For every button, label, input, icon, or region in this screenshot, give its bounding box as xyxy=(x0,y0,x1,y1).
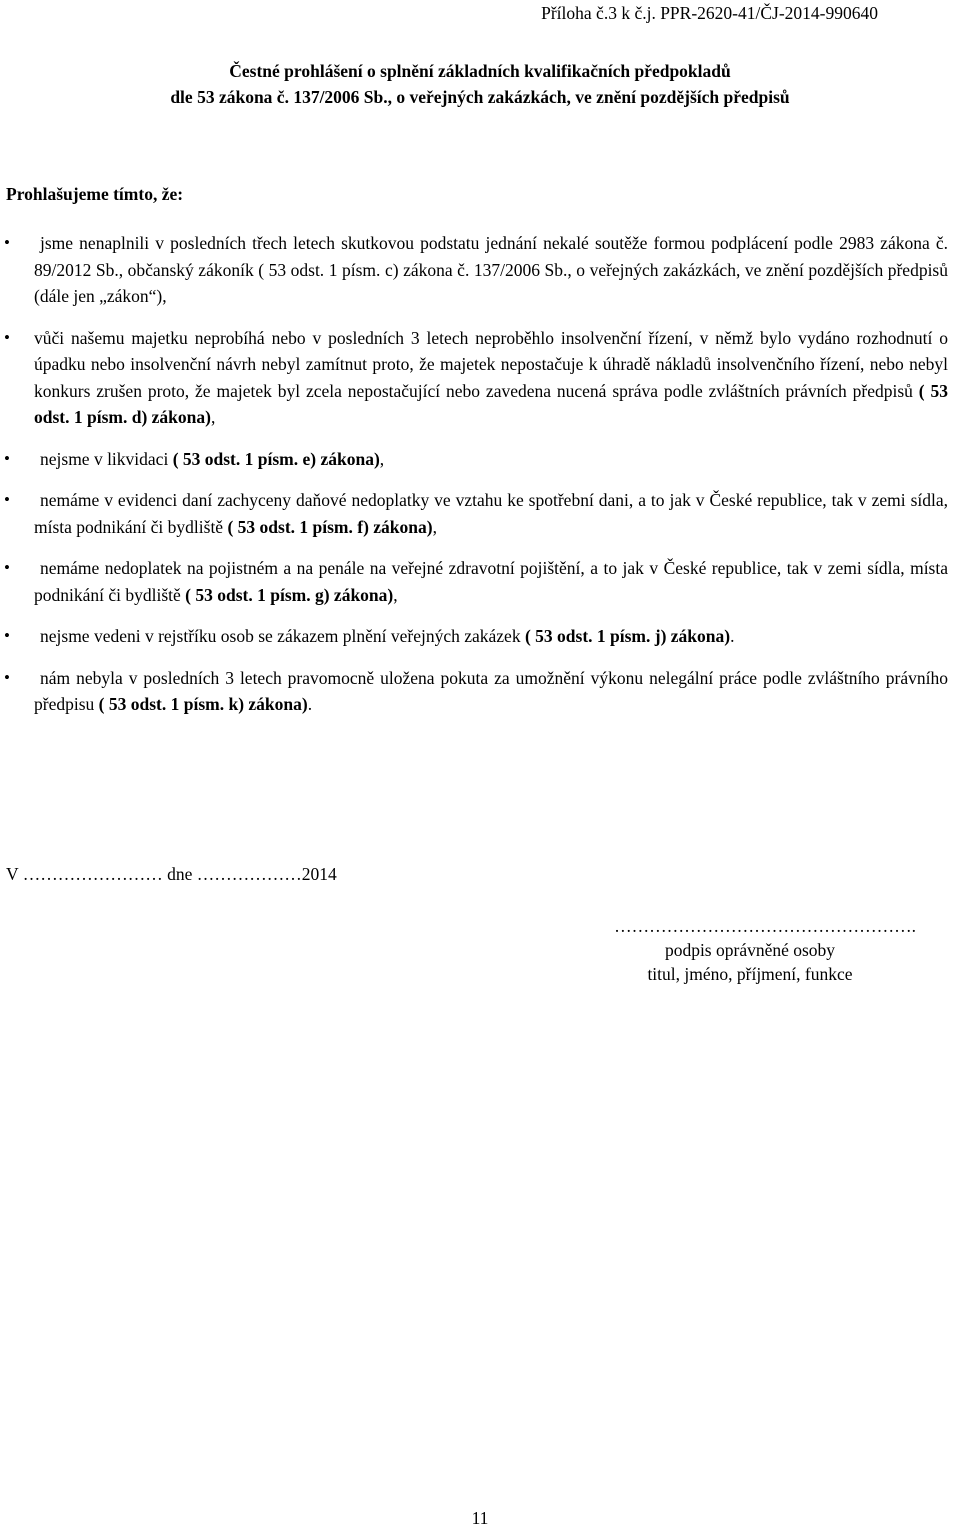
declaration-item-tail: . xyxy=(730,626,735,646)
declaration-item-1 xyxy=(4,230,948,310)
bullet-icon: • xyxy=(4,626,10,645)
declaration-item-tail: , xyxy=(210,407,216,427)
bullet-icon: • xyxy=(4,233,10,252)
declaration-item-tail: . xyxy=(307,694,313,714)
declaration-item-4 xyxy=(4,487,948,540)
declaration-item-text: nejsme v likvidaci xyxy=(40,448,173,469)
signature-line: ……………………………………………. xyxy=(614,916,916,936)
signature-caption-2: titul, jméno, příjmení, funkce xyxy=(647,964,853,984)
declaration-item-reference: ( 53 odst. 1 písm. d) zákona) xyxy=(34,380,948,427)
declaration-list xyxy=(4,230,948,733)
intro-text: Prohlašujeme tímto, že: xyxy=(6,184,184,204)
bullet-icon: • xyxy=(4,558,10,577)
declaration-item-text: nemáme v evidenci daní zachyceny daňové nedoplatky ve vztahu ke spotřební dani, a to jak v České republice, tak v zemi sídla, místa podnikání či bydliště xyxy=(34,490,948,537)
declaration-item-3 xyxy=(4,446,948,473)
declaration-item-text: jsme nenaplnili v posledních třech letech skutkovou podstatu jednání nekalé soutěže formou podplácení podle 2983 zákona č. 89/2012 Sb., občanský zákoník ( 53 odst. 1 písm. c) zákona č. 137/2006 Sb., o veřejných zakázkách, ve znění pozdějších předpisů (dále jen „zákon“), xyxy=(34,233,948,306)
document-title-line-2: dle 53 zákona č. 137/2006 Sb., o veřejných zakázkách, ve znění pozdějších předpisů xyxy=(170,87,790,107)
signature-block xyxy=(540,914,960,986)
declaration-item-reference: ( 53 odst. 1 písm. k) zákona) xyxy=(98,694,308,714)
declaration-item-reference: ( 53 odst. 1 písm. f) zákona) xyxy=(227,516,433,537)
document-title xyxy=(60,58,900,110)
declaration-item-tail: , xyxy=(393,584,398,605)
declaration-item-tail: , xyxy=(379,448,385,469)
declaration-item-2 xyxy=(4,325,948,431)
place-and-date: V …………………… dne ………………2014 xyxy=(6,864,337,884)
declaration-item-reference: ( 53 odst. 1 písm. e) zákona) xyxy=(172,448,380,469)
bullet-icon: • xyxy=(4,327,10,347)
document-title-line-1: Čestné prohlášení o splnění základních kvalifikačních předpokladů xyxy=(229,61,731,81)
declaration-item-6 xyxy=(4,623,948,650)
page-number: 11 xyxy=(471,1508,489,1528)
declaration-item-reference: ( 53 odst. 1 písm. j) zákona) xyxy=(524,626,731,646)
declaration-item-text: nám nebyla v posledních 3 letech pravomocně uložena pokuta za umožnění výkonu nelegální práce podle zvláštního právního předpisu xyxy=(34,667,948,714)
attachment-reference: Příloha č.3 k č.j. PPR-2620-41/ČJ-2014-990640 xyxy=(541,3,878,23)
declaration-item-tail: , xyxy=(432,516,437,537)
declaration-item-text: nemáme nedoplatek na pojistném a na penále na veřejné zdravotní pojištění, a to jak v České republice, tak v zemi sídla, místa podnikání či bydliště xyxy=(34,558,948,605)
declaration-item-reference: ( 53 odst. 1 písm. g) zákona) xyxy=(185,584,394,605)
declaration-item-text: vůči našemu majetku neprobíhá nebo v posledních 3 letech neproběhlo insolvenční řízení, v němž bylo vydáno rozhodnutí o úpadku nebo insolvenční návrh nebyl zamítnut proto, že majetek nepostačuje k úhradě nákladů insolvenčního řízení, nebo nebyl konkurs zrušen proto, že majetek byl zcela nepostačující nebo zavedena nucená správa podle zvláštních právních předpisů xyxy=(34,327,948,401)
declaration-item-7 xyxy=(4,665,948,718)
declaration-item-text: nejsme vedeni v rejstříku osob se zákazem plnění veřejných zakázek xyxy=(40,626,525,646)
bullet-icon: • xyxy=(4,667,10,687)
bullet-icon: • xyxy=(4,490,10,509)
declaration-item-5 xyxy=(4,555,948,608)
bullet-icon: • xyxy=(4,448,10,468)
signature-caption-1: podpis oprávněné osoby xyxy=(664,940,836,960)
